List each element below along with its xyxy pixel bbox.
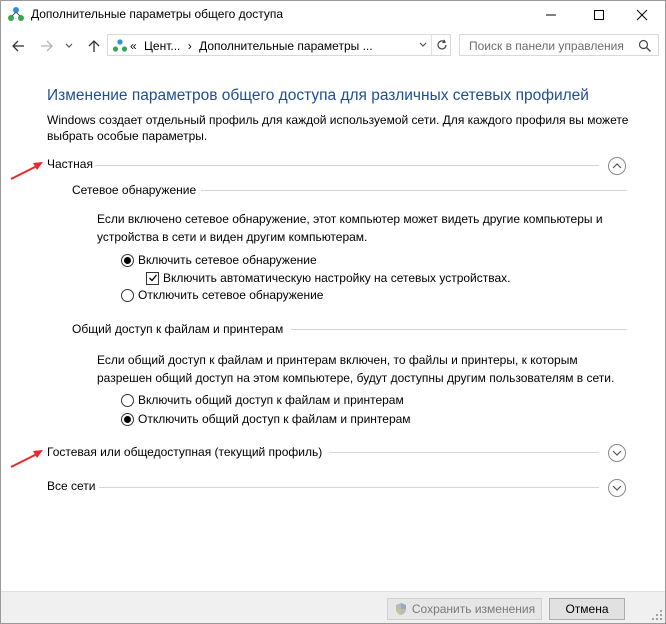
profile-guest-header[interactable]: Гостевая или общедоступная (текущий профиль) <box>47 445 323 459</box>
window-title: Дополнительные параметры общего доступа <box>31 7 284 21</box>
address-dropdown-button[interactable] <box>414 35 432 55</box>
address-bar[interactable] <box>107 34 451 56</box>
breadcrumb <box>130 39 377 53</box>
maximize-button[interactable] <box>576 1 622 29</box>
auto-setup-option[interactable] <box>146 270 511 286</box>
disable-discovery-option[interactable] <box>121 287 323 303</box>
expand-guest-button[interactable] <box>608 444 626 462</box>
divider <box>95 165 599 166</box>
forward-button[interactable] <box>38 37 56 55</box>
auto-setup-label[interactable]: Включить автоматическую настройку на сетевых устройствах. <box>163 271 511 285</box>
cancel-button[interactable] <box>549 598 625 620</box>
refresh-button[interactable] <box>431 35 452 55</box>
title-bar[interactable] <box>1 1 665 29</box>
red-arrow-annotation <box>9 159 45 181</box>
up-arrow-icon <box>87 39 101 53</box>
enable-sharing-option[interactable] <box>121 392 404 408</box>
divider <box>291 329 627 330</box>
chevron-down-icon <box>612 449 622 457</box>
search-icon[interactable] <box>637 38 653 54</box>
minimize-icon <box>545 9 557 21</box>
breadcrumb-item-current[interactable]: Дополнительные параметры ... <box>199 39 373 53</box>
search-placeholder: Поиск в панели управления <box>469 39 624 53</box>
network-discovery-heading: Сетевое обнаружение <box>72 183 197 197</box>
close-icon <box>636 9 648 21</box>
divider <box>329 452 599 453</box>
profile-all-networks-header[interactable]: Все сети <box>47 479 96 493</box>
enable-sharing-label[interactable]: Включить общий доступ к файлам и принтерам <box>138 393 404 407</box>
forward-arrow-icon <box>40 39 54 53</box>
up-button[interactable] <box>85 37 103 55</box>
recent-locations-button[interactable] <box>63 37 75 55</box>
close-button[interactable] <box>619 1 665 29</box>
auto-setup-checkbox[interactable] <box>146 272 159 285</box>
resize-grip-icon[interactable] <box>651 609 663 621</box>
save-changes-button[interactable] <box>387 598 542 620</box>
disable-sharing-radio[interactable] <box>121 413 134 426</box>
checkmark-icon <box>148 273 158 283</box>
uac-shield-icon <box>394 602 408 616</box>
refresh-icon <box>436 39 448 51</box>
chevron-up-icon <box>612 162 622 170</box>
back-button[interactable] <box>9 37 27 55</box>
intro-text: Windows создает отдельный профиль для каждой используемой сети. Для каждого профиля вы можете выбрать особые параметры. <box>47 113 629 143</box>
save-changes-label: Сохранить изменения <box>411 602 536 616</box>
breadcrumb-overflow[interactable]: « <box>130 39 137 53</box>
enable-sharing-radio[interactable] <box>121 394 134 407</box>
expand-all-networks-button[interactable] <box>608 479 626 497</box>
disable-discovery-label[interactable]: Отключить сетевое обнаружение <box>138 288 324 302</box>
disable-discovery-radio[interactable] <box>121 289 134 302</box>
breadcrumb-separator[interactable]: › <box>187 39 192 53</box>
search-input[interactable] <box>459 34 659 56</box>
enable-discovery-radio[interactable] <box>121 254 134 267</box>
chevron-down-icon <box>612 484 622 492</box>
cancel-label: Отмена <box>565 602 609 616</box>
red-arrow-annotation <box>9 447 45 469</box>
recent-chevron-icon <box>65 42 73 50</box>
page-title: Изменение параметров общего доступа для различных сетевых профилей <box>47 87 589 104</box>
network-app-icon <box>7 6 25 24</box>
enable-discovery-option[interactable] <box>121 252 317 268</box>
profile-private-header[interactable]: Частная <box>47 157 93 171</box>
footer-bar <box>1 591 665 624</box>
divider <box>201 190 627 191</box>
breadcrumb-item-center[interactable]: Цент... <box>144 39 181 53</box>
chevron-down-icon <box>419 41 427 49</box>
disable-sharing-label[interactable]: Отключить общий доступ к файлам и принтерам <box>138 412 411 426</box>
collapse-private-button[interactable] <box>608 157 626 175</box>
maximize-icon <box>593 9 605 21</box>
enable-discovery-label[interactable]: Включить сетевое обнаружение <box>138 253 317 267</box>
network-discovery-description: Если включено сетевое обнаружение, этот компьютер может видеть другие компьютеры и устройства в сети и виден другим компьютерам. <box>97 212 603 244</box>
divider <box>99 487 599 488</box>
file-printer-sharing-heading: Общий доступ к файлам и принтерам <box>72 322 284 336</box>
disable-sharing-option[interactable] <box>121 411 411 427</box>
file-printer-sharing-description: Если общий доступ к файлам и принтерам включен, то файлы и принтеры, к которым разрешен общий доступ на этом компьютере, будут доступны другим пользователям в сети. <box>97 353 615 385</box>
minimize-button[interactable] <box>528 1 574 29</box>
network-breadcrumb-icon <box>112 38 128 54</box>
back-arrow-icon <box>11 39 25 53</box>
